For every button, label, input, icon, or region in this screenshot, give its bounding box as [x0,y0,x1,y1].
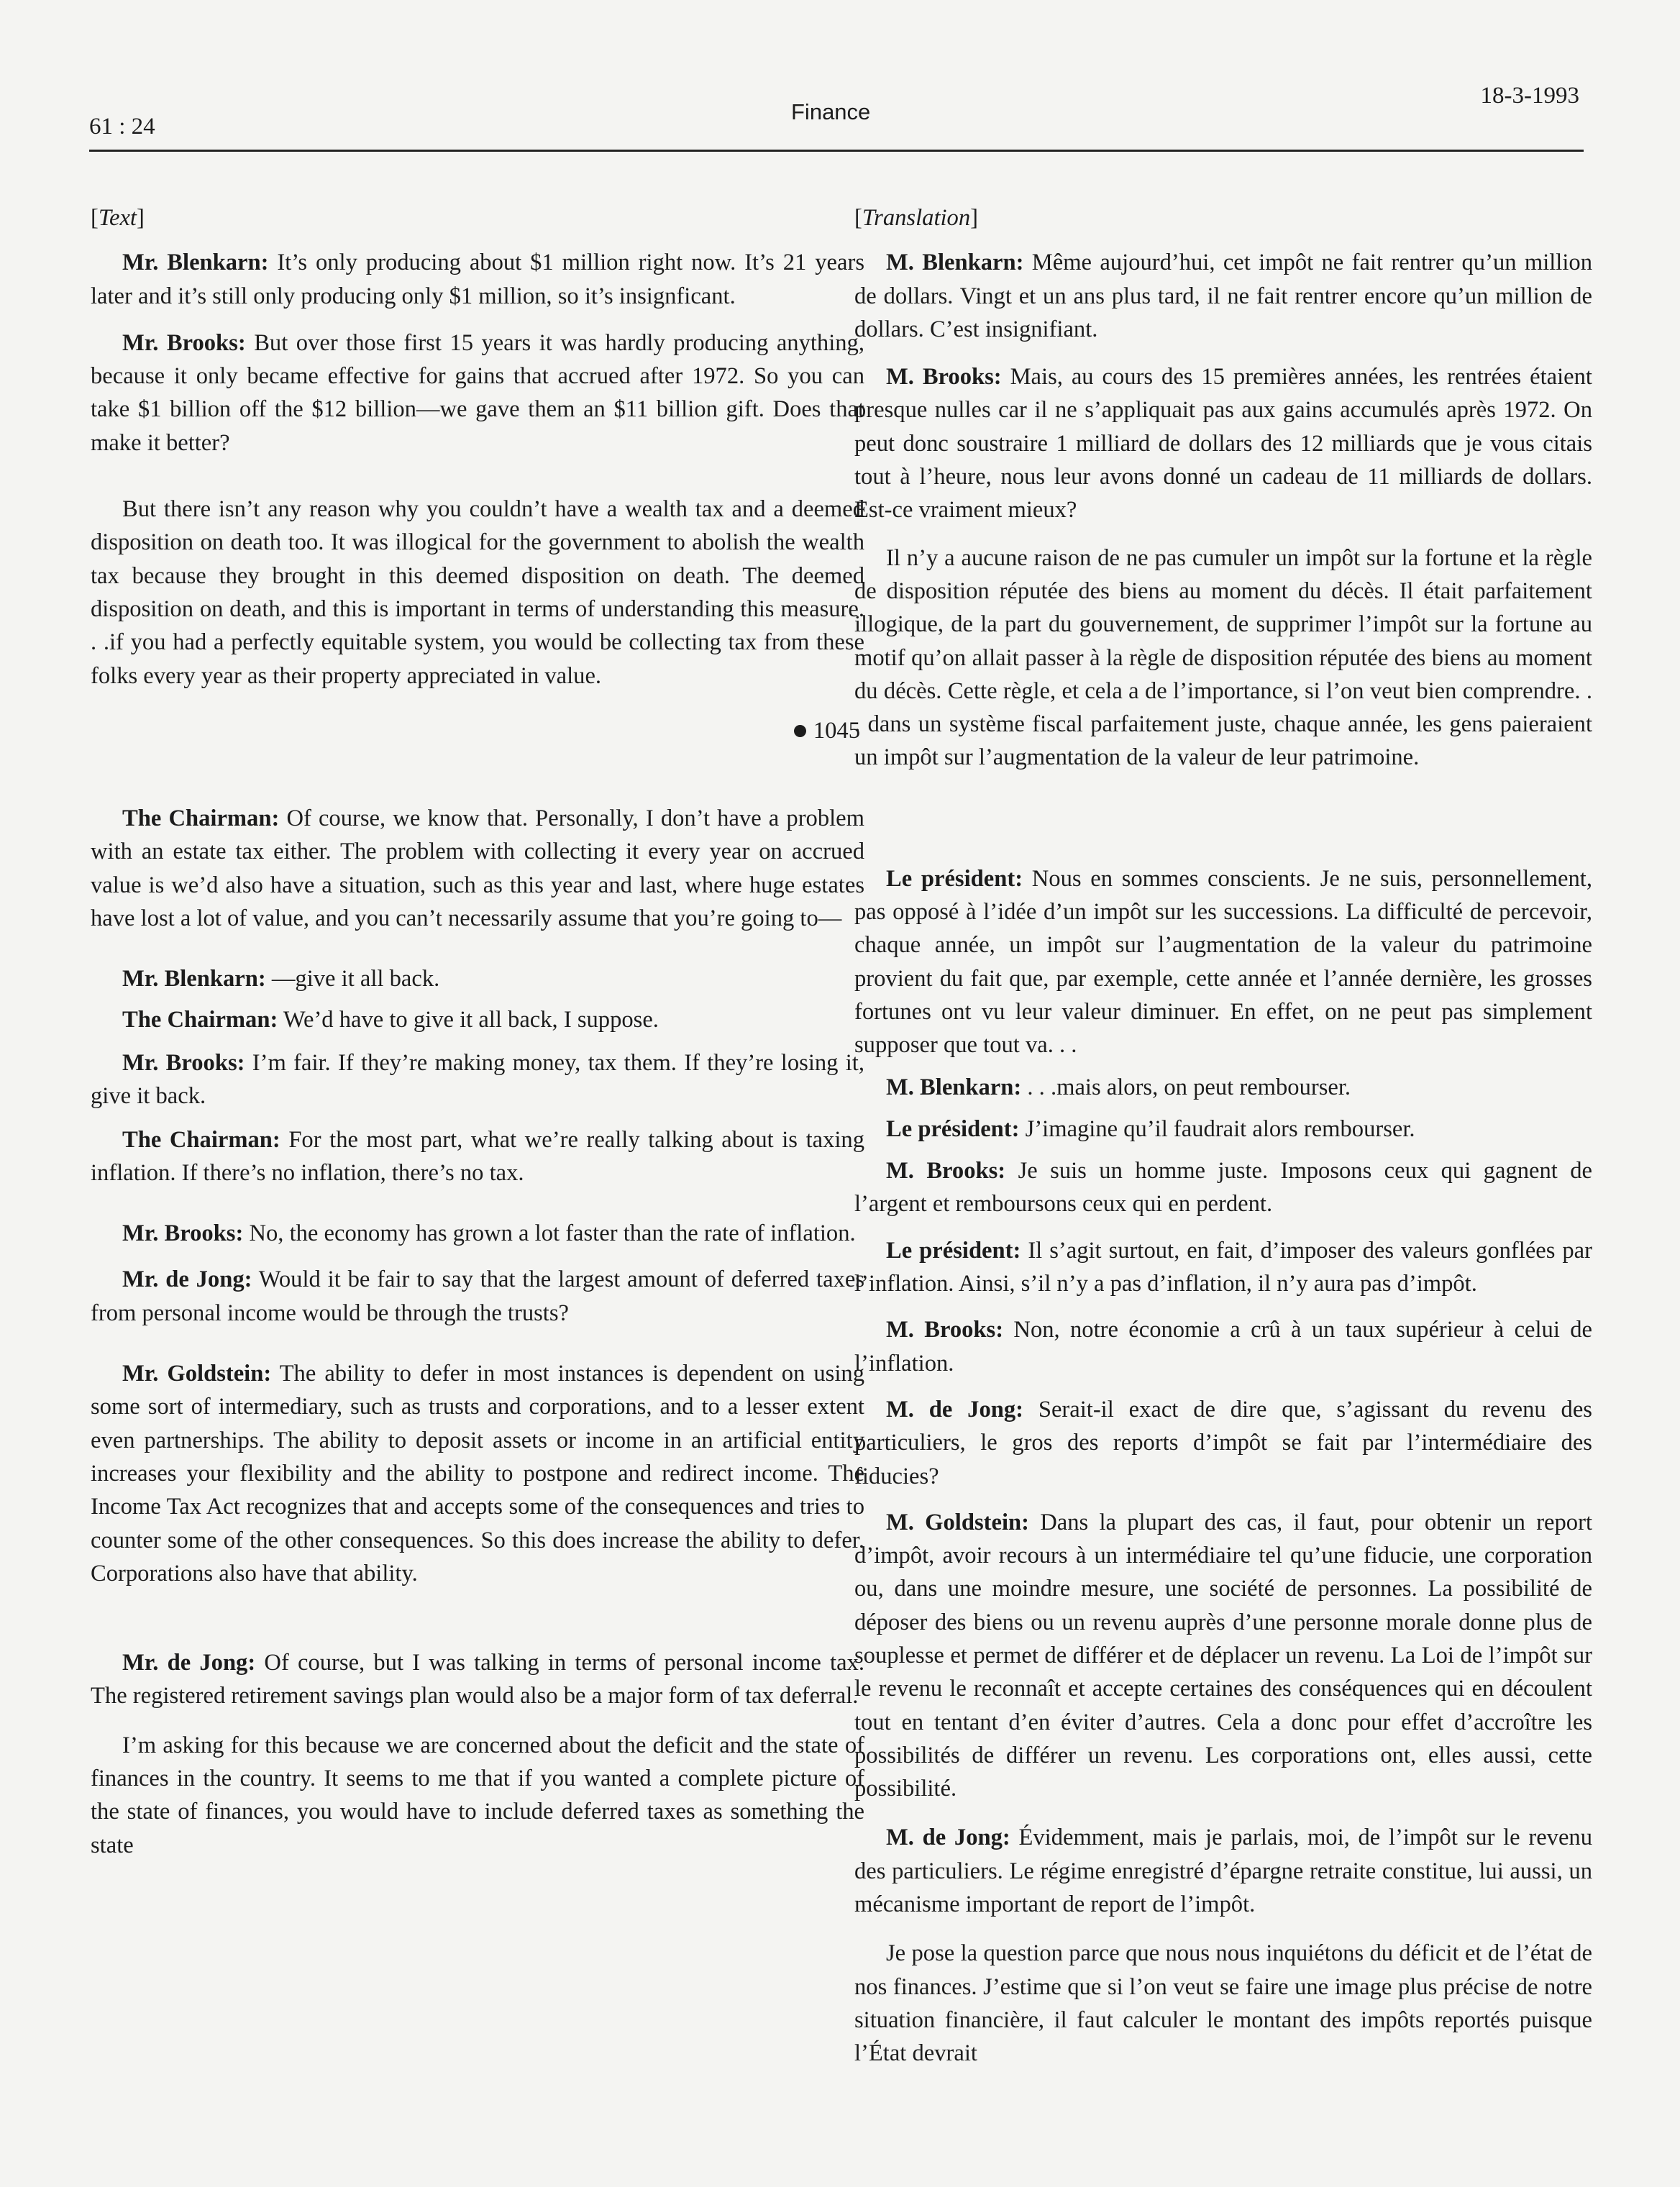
speech-text: Il n’y a aucune raison de ne pas cumuler un impôt sur la fortune et la règle de disposition réputée des biens au moment du décès. Il était parfaitement illogique, de la part du gouvernement, de supprimer l’impôt sur la fortune au motif qu’on allait passer à la règle de disposition réputée des biens au moment du décès. Cette règle, et cela a de l’importance, si l’on veut bien comprendre. . . dans un système fiscal parfaitement juste, chaque année, les gens paieraient un impôt sur l’augmentation de la valeur de leur patrimoine. [854,544,1592,771]
speaker-label: Le président: [886,1115,1020,1142]
speech-paragraph [854,1154,1592,1221]
speech-paragraph [854,1937,1592,2070]
speech-text: Je pose la question parce que nous nous inquiétons du déficit et de l’état de nos finances. J’estime que si l’on veut se faire une image plus précise de notre situation financière, il faut calculer le montant des impôts reportés puisque l’État devrait [854,1940,1592,2067]
running-title: Finance [791,99,871,124]
speaker-label: M. de Jong: [886,1396,1023,1423]
speech-paragraph [91,1263,864,1330]
speech-text: Il s’agit surtout, en fait, d’imposer des valeurs gonflées par l’inflation. Ainsi, s’il n’y a pas d’inflation, il n’y aura pas d’impôt. [854,1237,1592,1297]
speaker-label: Mr. de Jong: [122,1266,252,1293]
speech-text: Of course, we know that. Personally, I don’t have a problem with an estate tax either. The problem with collecting it every year on accrued value is we’d also have a situation, such as this year and last, where huge estates have lost a lot of value, and you can’t necessarily assume that you’re going to— [91,805,864,932]
speech-text: No, the economy has grown a lot faster than the rate of inflation. [243,1220,856,1247]
speech-text: Non, notre économie a crû à un taux supérieur à celui de l’inflation. [854,1317,1592,1376]
page-number: 61 : 24 [89,114,155,140]
speech-paragraph [854,360,1592,526]
speaker-label: Mr. Blenkarn: [122,966,266,992]
header-rule [89,150,1584,152]
speech-paragraph [91,962,864,995]
speaker-label: M. Brooks: [886,1158,1006,1184]
speech-paragraph [91,1123,864,1190]
speech-paragraph [91,1046,864,1113]
speaker-label: Mr. Brooks: [122,1220,244,1247]
speech-text: It’s only producing about $1 million right now. It’s 21 years later and it’s still only producing only $1 million, so it’s insignficant. [91,250,864,309]
speech-text: The ability to defer in most instances is dependent on using some sort of intermediary, such as trusts and corporations, and to a lesser extent even partnerships. The ability to deposit assets or income in an artificial entity increases your flexibility and the ability to postpone and redirect income. The Income Tax Act recognizes that and accepts some of the consequences and tries to counter some of the other consequences. So this does increase the ability to defer. Corporations also have that ability. [91,1361,864,1586]
speaker-label: M. Blenkarn: [886,250,1024,276]
speaker-label: M. Goldstein: [886,1509,1029,1535]
bullet-icon [794,725,806,737]
speech-paragraph [854,1313,1592,1380]
speech-paragraph [854,862,1592,1062]
speech-paragraph [91,493,864,693]
speech-paragraph [91,1729,864,1862]
speaker-label: Mr. de Jong: [122,1650,256,1676]
speech-text: I’m asking for this because we are concerned about the deficit and the state of finances in the country. It seems to me that if you wanted a complete picture of the state of finances, you would have to include deferred taxes as something the state [91,1732,864,1858]
speaker-label: Mr. Brooks: [122,329,246,356]
speech-text: Nous en sommes conscients. Je ne suis, personnellement, pas opposé à l’idée d’un impôt sur les successions. La difficulté de percevoir, chaque année, un impôt sur l’augmentation de la valeur du patrimoine provient du fait que, par exemple, cette année et l’année dernière, les grosses fortunes ont vu leur valeur diminuer. En effet, on ne peut pas simplement supposer que tout va. . . [854,865,1592,1059]
speech-paragraph [91,1357,864,1590]
speaker-label: The Chairman: [122,1006,278,1033]
speech-text: Évidemment, mais je parlais, moi, de l’impôt sur le revenu des particuliers. Le régime enregistré d’épargne retraite constitue, lui aussi, un mécanisme important de report de l’impôt. [854,1825,1592,1918]
speech-paragraph [854,542,1592,775]
speaker-label: M. Blenkarn: [886,1074,1022,1100]
time-marker: 1045 [91,714,864,747]
speaker-label: Mr. Blenkarn: [122,250,269,276]
speech-text: Dans la plupart des cas, il faut, pour obtenir un report d’impôt, avoir recours à un intermédiaire tel qu’une fiducie, une corporation ou, dans une moindre mesure, une société de personnes. La possibilité de déposer des biens ou un revenu auprès d’une personne morale donne plus de souplesse et permet de différer et de déplacer un revenu. La Loi de l’impôt sur le revenu le reconnaît et accepte certaines des conséquences qui en découlent tout en tentant d’en éviter d’autres. Cela a donc pour effet d’accroître les possibilités de différer un revenu. Les corporations ont, elles aussi, cette possibilité. [854,1509,1593,1802]
speech-paragraph [91,246,864,313]
speaker-label: The Chairman: [122,805,280,832]
speech-paragraph [91,1003,864,1036]
speech-paragraph [91,1646,864,1713]
speaker-label: Mr. Brooks: [122,1049,245,1076]
speech-paragraph [854,1506,1592,1806]
speech-text: J’imagine qu’il faudrait alors rembourser. [1019,1115,1415,1142]
speaker-label: M. Brooks: [886,364,1002,391]
speaker-label: Le président: [886,865,1023,892]
speech-paragraph [854,1071,1592,1104]
speaker-label: Le président: [886,1237,1021,1264]
speech-text: Je suis un homme juste. Imposons ceux qui gagnent de l’argent et remboursons ceux qui en perdent. [854,1158,1592,1218]
speech-text: —give it all back. [265,966,440,992]
speech-text: But over those first 15 years it was hardly producing anything, because it only became effective for gains that accrued after 1972. So you can take $1 billion off the $12 billion—we gave them an $11 billion gift. Does that make it better? [91,329,864,456]
speech-text: Of course, but I was talking in terms of personal income tax. The registered retirement savings plan would also be a major form of tax deferral. [91,1650,864,1709]
header-date: 18-3-1993 [1480,83,1579,109]
speech-paragraph [854,1113,1592,1146]
speech-paragraph [91,802,864,935]
speech-paragraph [854,1393,1592,1493]
section-tag: [Text] [91,205,145,231]
speech-text: Mais, au cours des 15 premières années, les rentrées étaient presque nulles car il ne s’appliquait pas aux gains accumulés après 1972. On peut donc soustraire 1 milliard de dollars des 12 milliards que je vous citais tout à l’heure, nous leur avons donné un cadeau de 11 milliards de dollars. Est-ce vraiment mieux? [854,364,1592,524]
speaker-label: M. de Jong: [886,1825,1010,1851]
speech-paragraph [854,1821,1592,1921]
speech-text: Même aujourd’hui, cet impôt ne fait rentrer qu’un million de dollars. Vingt et un ans plus tard, il ne fait rentrer encore qu’un million de dollars. C’est insignifiant. [854,250,1592,342]
speech-text: But there isn’t any reason why you couldn’t have a wealth tax and a deemed disposition on death too. It was illogical for the government to abolish the wealth tax because they brought in this deemed disposition on death. The deemed disposition on death, and this is important in terms of understanding this measure. . .if you had a perfectly equitable system, you would be collecting tax from these folks every year as their property appreciated in value. [91,496,864,689]
speech-paragraph [91,1217,864,1250]
speech-text: We’d have to give it all back, I suppose. [278,1006,659,1033]
speech-text: . . .mais alors, on peut rembourser. [1021,1074,1351,1100]
speaker-label: The Chairman: [122,1126,280,1153]
speaker-label: M. Brooks: [886,1317,1004,1343]
english-column [91,201,864,1862]
speech-text: Would it be fair to say that the largest amount of deferred taxes from personal income would be through the trusts? [91,1266,864,1326]
speech-paragraph [91,327,864,460]
speech-paragraph [854,246,1592,346]
speech-text: For the most part, what we’re really talking about is taxing inflation. If there’s no inflation, there’s no tax. [91,1126,864,1186]
speech-text: I’m fair. If they’re making money, tax them. If they’re losing it, give it back. [91,1049,864,1110]
french-column [854,201,1592,2070]
speech-text: Serait-il exact de dire que, s’agissant du revenu des particuliers, le gros des reports d’impôt se fait par l’intermédiaire des fiducies? [854,1396,1592,1489]
speaker-label: Mr. Goldstein: [122,1361,272,1387]
section-tag: [Translation] [854,205,978,231]
speech-paragraph [854,1234,1592,1301]
